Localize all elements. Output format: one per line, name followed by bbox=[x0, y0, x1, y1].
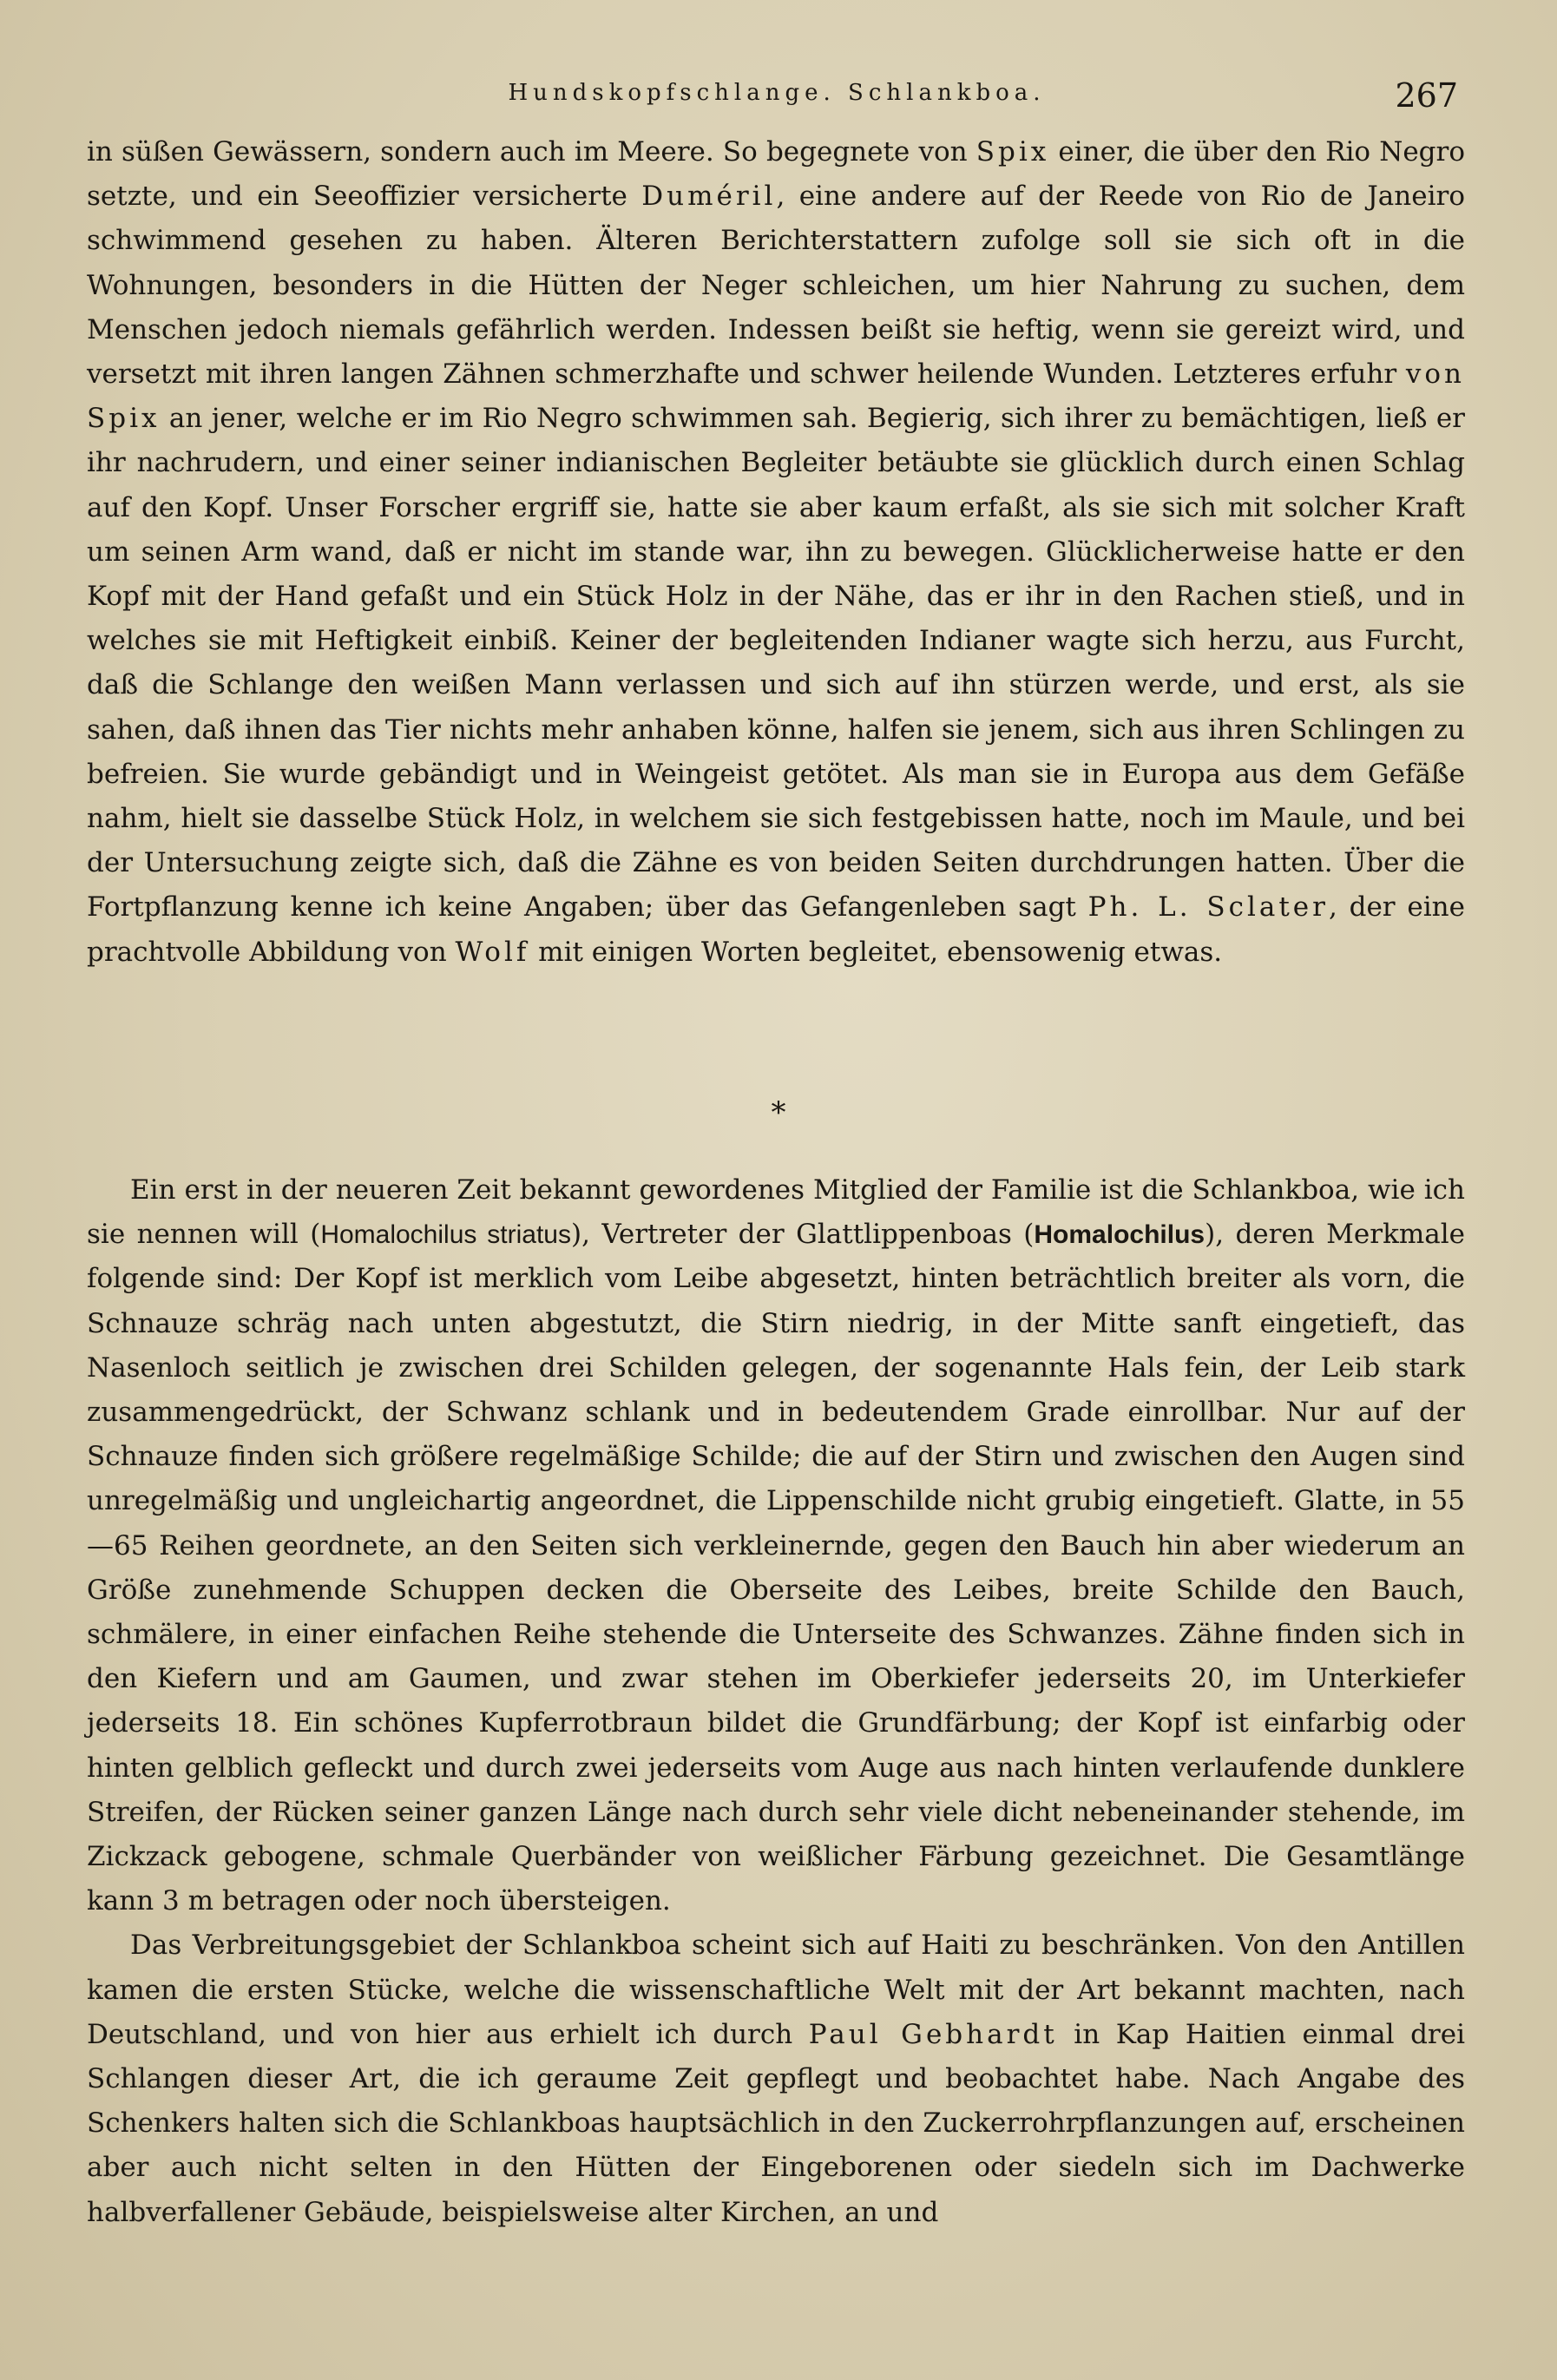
paragraph-1 bbox=[87, 130, 1465, 975]
text-run: ), Vertreter der Glattlippenboas ( bbox=[570, 1219, 1035, 1251]
text-run: , der eine prachtvolle Abbildung von bbox=[87, 891, 1465, 968]
author-name-spix: von Spix bbox=[87, 358, 1465, 435]
paragraph-3 bbox=[87, 1923, 1465, 2234]
text-run: mit einigen Worten begleitet, ebensowenig etwas. bbox=[529, 936, 1223, 968]
page-number: 267 bbox=[1395, 76, 1458, 115]
text-run: in Kap Haitien einmal drei Schlangen dieser Art, die ich geraume Zeit gepflegt und beobachtet habe. Nach Angabe des Schenkers halten sich die Schlankboas hauptsächlich in den Zuckerrohrpflanzungen auf, erscheinen aber auch nicht selten in den Hütten der Eingeborenen oder siedeln sich im Dachwerke halbverfallener Gebäude, beispielsweise alter Kirchen, an und bbox=[87, 2018, 1465, 2228]
scientific-name: Homalochilus striatus bbox=[320, 1220, 571, 1250]
text-run: einer, die über den Rio Negro setzte, und ein Seeoffizier versicherte bbox=[87, 136, 1465, 213]
text-block-upper bbox=[87, 130, 1465, 975]
running-head bbox=[87, 76, 1467, 120]
text-run: ), deren Merkmale folgende sind: Der Kopf ist merklich vom Leibe abgesetzt, hinten beträchtlich breiter als vorn, die Schnauze schräg nach unten abgestutzt, die Stirn niedrig, in der Mitte sanft eingetieft, das Nasenloch seitlich je zwischen drei Schilden gelegen, der sogenannte Hals fein, der Leib stark zusammengedrückt, der Schwanz schlank und in bedeutendem Grade einrollbar. Nur auf der Schnauze finden sich größere regelmäßige Schilde; die auf der Stirn und zwischen den Augen sind unregelmäßig und ungleichartig angeordnet, die Lippenschilde nicht grubig eingetieft. Glatte, in 55—65 Reihen geordnete, an den Seiten sich verkleinernde, gegen den Bauch hin aber wiederum an Größe zunehmende Schuppen decken die Oberseite des Leibes, breite Schilde den Bauch, schmälere, in einer einfachen Reihe stehende die Unterseite des Schwanzes. Zähne finden sich in den Kiefern und am Gaumen, und zwar stehen im Oberkiefer jederseits 20, im Unterkiefer jederseits 18. Ein schönes Kupferrotbraun bildet die Grundfärbung; der Kopf ist einfarbig oder hinten gelblich gefleckt und durch zwei jederseits vom Auge aus nach hinten verlaufende dunklere Streifen, der Rücken seiner ganzen Länge nach durch sehr viele dicht nebeneinander stehende, im Zickzack gebogene, schmale Querbänder von weißlicher Färbung gezeichnet. Die Gesamtlänge kann 3 m betragen oder noch übersteigen. bbox=[87, 1219, 1465, 1917]
text-run: an jener, welche er im Rio Negro schwimmen sah. Begierig, sich ihrer zu bemächtigen, ließ er ihr nachrudern, und einer seiner indianischen Begleiter betäubte sie glücklich durch einen Schlag auf den Kopf. Unser Forscher ergriff sie, hatte sie aber kaum erfaßt, als sie sich mit solcher Kraft um seinen Arm wand, daß er nicht im stande war, ihn zu bewegen. Glücklicherweise hatte er den Kopf mit der Hand gefaßt und ein Stück Holz in der Nähe, das er ihr in den Rachen stieß, und in welches sie mit Heftigkeit einbiß. Keiner der begleitenden Indianer wagte sich herzu, aus Furcht, daß die Schlange den weißen Mann verlassen und sich auf ihn stürzen werde, und erst, als sie sahen, daß ihnen das Tier nichts mehr anhaben könne, halfen sie jenem, sich aus ihren Schlingen zu befreien. Sie wurde gebändigt und in Weingeist getötet. Als man sie in Europa aus dem Gefäße nahm, hielt sie dasselbe Stück Holz, in welchem sie sich festgebissen hatte, noch im Maule, und bei der Untersuchung zeigte sich, daß die Zähne es von beiden Seiten durchdrungen hatten. Über die Fortpflanzung kenne ich keine Angaben; über das Gefangenleben sagt bbox=[87, 403, 1465, 924]
author-name-spix: Spix bbox=[976, 136, 1050, 168]
text-run: , eine andere auf der Reede von Rio de Janeiro schwimmend gesehen zu haben. Älteren Berichterstattern zufolge soll sie sich oft in die Wohnungen, besonders in die Hütten der Neger schleichen, um hier Nahrung zu suchen, dem Menschen jedoch niemals gefährlich werden. Indessen beißt sie heftig, wenn sie gereizt wird, und versetzt mit ihren langen Zähnen schmerzhafte und schwer heilende Wunden. Letzteres erfuhr bbox=[87, 181, 1465, 391]
author-name-gebhardt: Paul Gebhardt bbox=[808, 2018, 1058, 2050]
text-block-lower bbox=[87, 1168, 1465, 2235]
scientific-name: Homalochilus bbox=[1034, 1220, 1206, 1250]
author-name-wolf: Wolf bbox=[455, 936, 530, 968]
text-run: Ein erst in der neueren Zeit bekannt gewordenes Mitglied der Familie ist die Schlankboa, wie ich sie nennen will ( bbox=[87, 1174, 1465, 1251]
paragraph-2 bbox=[87, 1168, 1465, 1923]
section-separator: * bbox=[771, 1095, 786, 1130]
author-name-dumeril: Duméril bbox=[641, 181, 777, 213]
text-run: Das Verbreitungsgebiet der Schlankboa scheint sich auf Haiti zu beschränken. Von den Antillen kamen die ersten Stücke, welche die wissenschaftliche Welt mit der Art bekannt machten, nach Deutschland, und von hier aus erhielt ich durch bbox=[87, 1930, 1465, 2050]
running-title: Hundskopfschlange. Schlankboa. bbox=[508, 80, 1046, 106]
author-name-sclater: Ph. L. Sclater bbox=[1087, 891, 1329, 924]
text-run: in süßen Gewässern, sondern auch im Meere. So begegnete von bbox=[87, 136, 976, 168]
